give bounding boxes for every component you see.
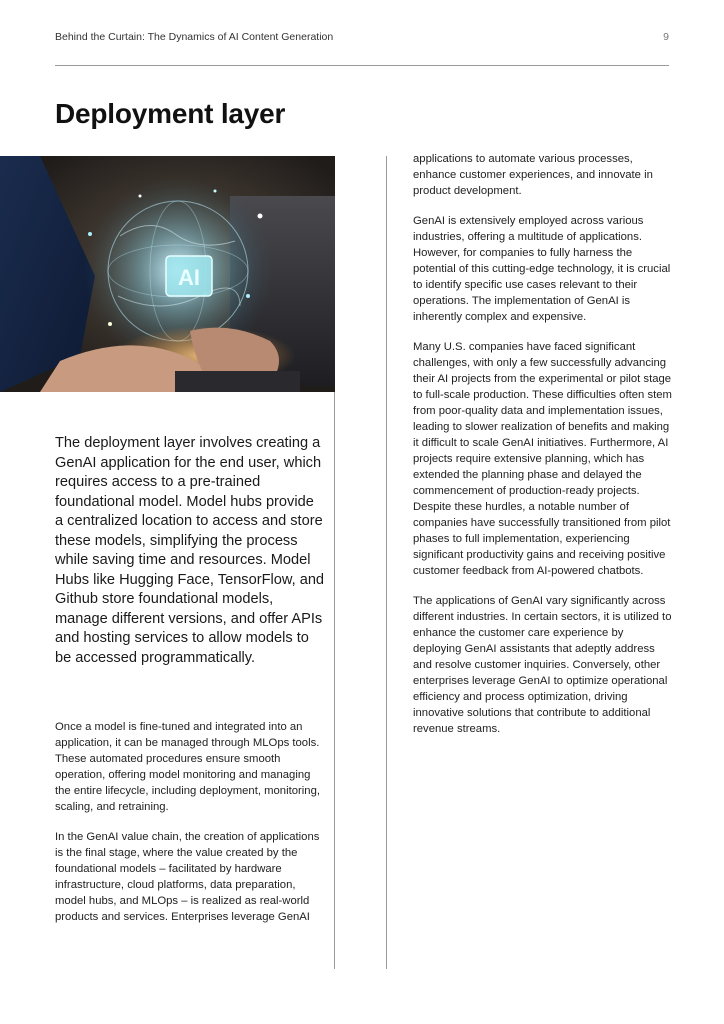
ai-badge: AI xyxy=(178,265,200,290)
ai-globe-illustration xyxy=(0,156,335,392)
left-column-body xyxy=(55,719,327,939)
column-divider-left xyxy=(334,392,335,969)
document-title: Behind the Curtain: The Dynamics of AI Content Generation xyxy=(55,31,334,43)
body-paragraph: In the GenAI value chain, the creation of applications is the final stage, where the value created by the foundational models – facilitated by hardware infrastructure, cloud platforms, data preparation, model hubs, and MLOps – is realized as real-world products and services. Enterprises leverage GenAI xyxy=(55,831,320,923)
running-header xyxy=(55,31,669,45)
lead-paragraph: The deployment layer involves creating a GenAI application for the end user, which requires access to a pre-trained foundational model. Model hubs provide a centralized location to access and store these models, simplifying the process while saving time and resources. Model Hubs like Hugging Face, TensorFlow, and Github store foundational models, manage different versions, and offer APIs and hosting services to allow models to be accessed programmatically. xyxy=(55,435,325,666)
hero-image xyxy=(0,156,335,392)
body-paragraph: Once a model is fine-tuned and integrated into an application, it can be managed through MLOps tools. These automated procedures ensure smooth operation, offering model monitoring and managing the entire lifecycle, including deployment, monitoring, scaling, and retraining. xyxy=(55,721,320,813)
body-paragraph: The applications of GenAI vary significantly across different industries. In certain sectors, it is utilized to enhance the customer care experience by deploying GenAI assistants that adeptly address and resolve customer inquiries. Conversely, other enterprises leverage GenAI to optimize operational efficiency and process optimization, driving innovative solutions that contribute to additional revenue streams. xyxy=(413,595,672,735)
header-rule xyxy=(55,65,669,66)
column-divider-right xyxy=(386,156,387,969)
body-paragraph: applications to automate various processes, enhance customer experiences, and innovate in product development. xyxy=(413,153,653,197)
right-column-body xyxy=(413,151,673,751)
page-number: 9 xyxy=(663,31,669,43)
body-paragraph: GenAI is extensively employed across various industries, offering a multitude of applications. However, for companies to fully harness the potential of this cutting-edge technology, it is crucial to identify specific use cases relevant to their operations. The implementation of GenAI is inherently complex and expensive. xyxy=(413,215,671,323)
body-paragraph: Many U.S. companies have faced significant challenges, with only a few successfully advancing their AI projects from the experimental or pilot stage to full-scale production. These difficulties often stem from poor-quality data and implementation issues, leading to slower realization of benefits and making it difficult to scale GenAI initiatives. Furthermore, AI projects require extensive planning, which has extended the planning phase and delayed the commencement of production-ready projects. Despite these hurdles, a notable number of companies have successfully transitioned from pilot phases to full implementation, experiencing significant productivity gains and receiving positive customer feedback from AI-powered chatbots. xyxy=(413,341,672,577)
section-title: Deployment layer xyxy=(55,98,286,129)
